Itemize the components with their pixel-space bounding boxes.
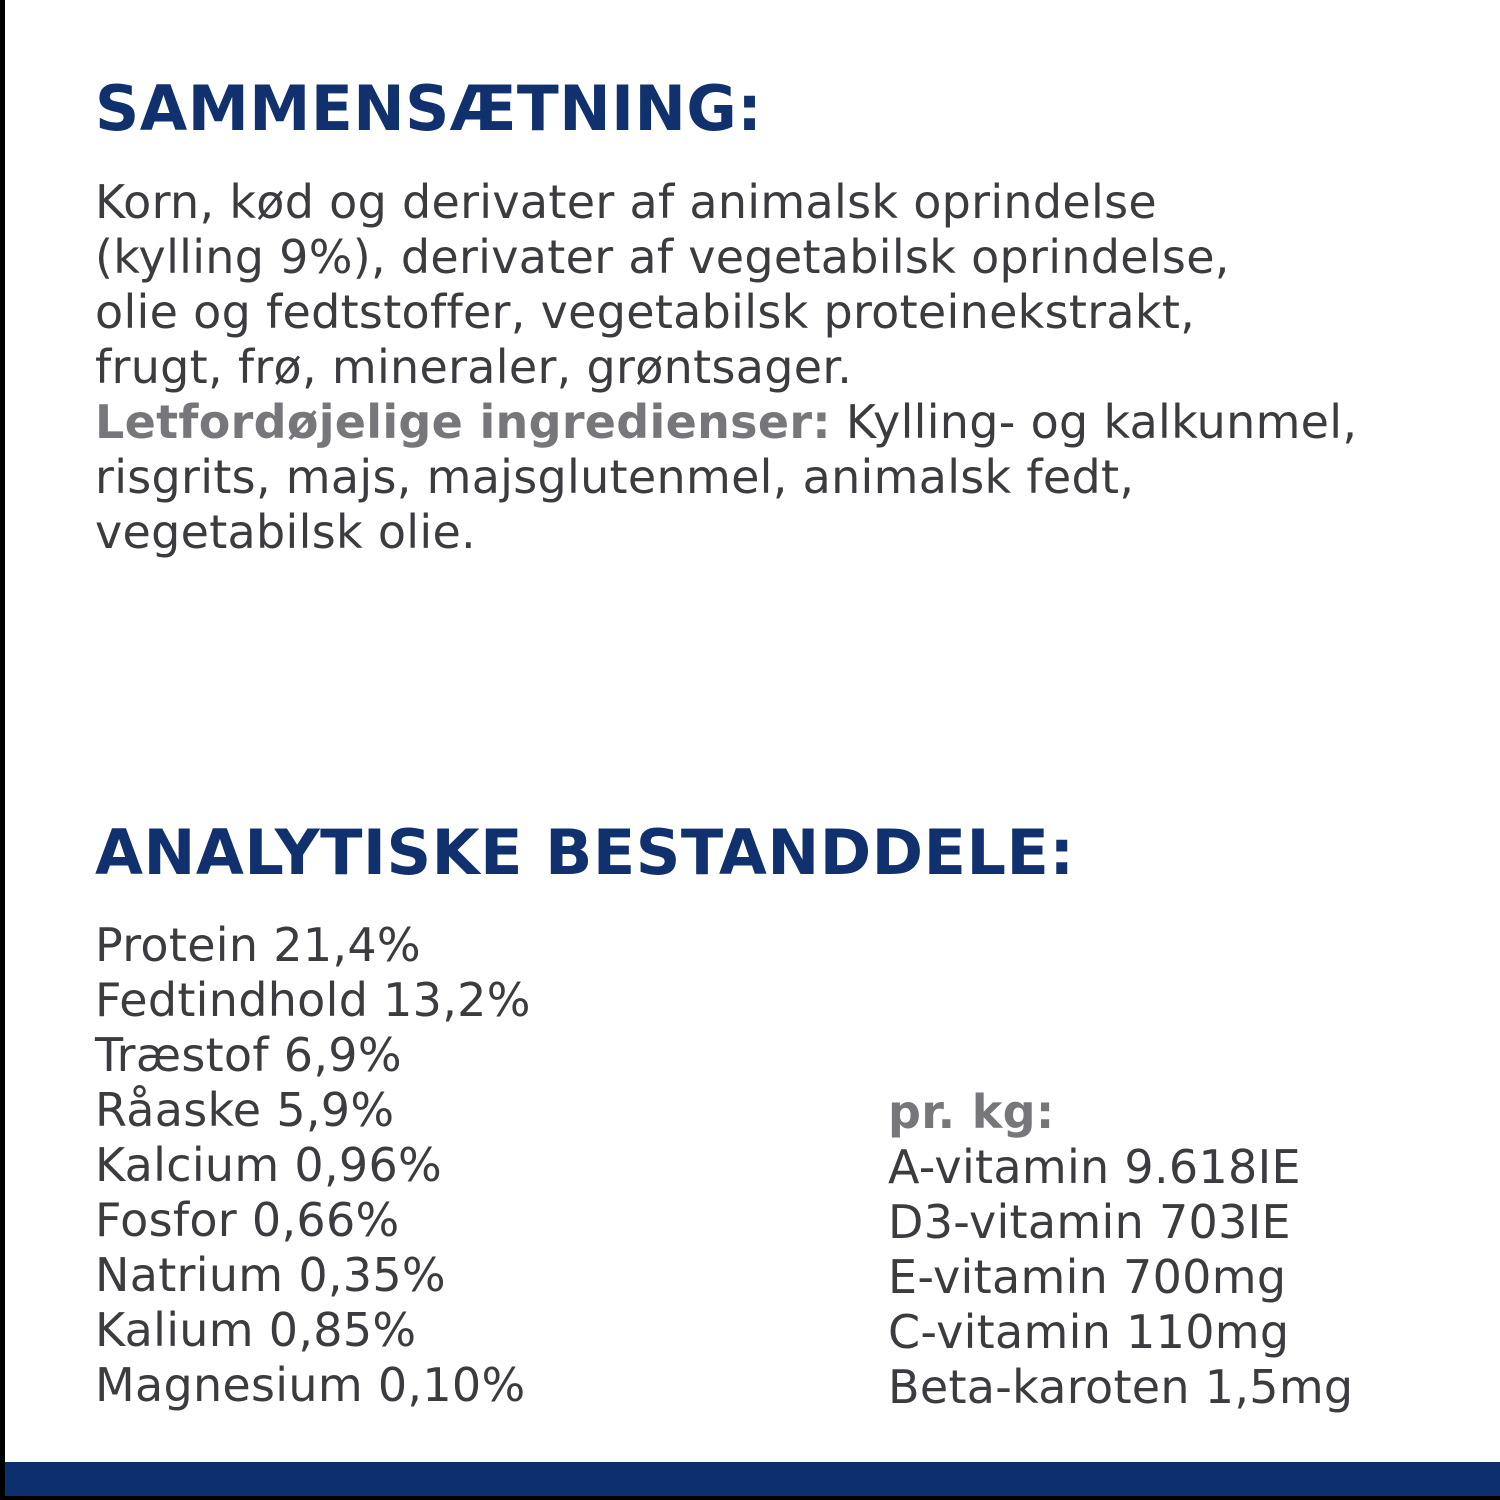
vitamins-per-kg-list <box>888 1085 1353 1415</box>
constituent-item: Natrium 0,35% <box>95 1248 446 1302</box>
constituent-item: Fedtindhold 13,2% <box>95 973 531 1027</box>
constituent-item: Fosfor 0,66% <box>95 1193 400 1247</box>
analytical-constituents-list <box>95 918 531 1413</box>
constituent-item: Råaske 5,9% <box>95 1083 395 1137</box>
constituent-item: Protein 21,4% <box>95 918 421 972</box>
digestible-ingredients-label: Letfordøjelige ingredienser: <box>95 395 831 449</box>
vitamin-item: E-vitamin 700mg <box>888 1250 1287 1304</box>
composition-line: olie og fedtstoffer, vegetabilsk proteinekstrakt, <box>95 285 1196 339</box>
vitamin-item: D3-vitamin 703IE <box>888 1195 1291 1249</box>
composition-line: Korn, kød og derivater af animalsk oprindelse <box>95 175 1157 229</box>
constituent-item: Træstof 6,9% <box>95 1028 402 1082</box>
composition-text <box>95 175 1357 560</box>
vitamin-item: A-vitamin 9.618IE <box>888 1140 1301 1194</box>
digestible-ingredients-line: vegetabilsk olie. <box>95 505 476 559</box>
composition-heading: SAMMENSÆTNING: <box>95 72 763 145</box>
vitamin-item: Beta-karoten 1,5mg <box>888 1360 1354 1414</box>
analytical-heading: ANALYTISKE BESTANDDELE: <box>95 816 1075 889</box>
composition-line: frugt, frø, mineraler, grøntsager. <box>95 340 853 394</box>
footer-bar <box>5 1462 1500 1496</box>
constituent-item: Magnesium 0,10% <box>95 1358 526 1412</box>
constituent-item: Kalcium 0,96% <box>95 1138 443 1192</box>
vitamin-item: C-vitamin 110mg <box>888 1305 1290 1359</box>
digestible-ingredients-line <box>95 395 1357 450</box>
per-kg-label: pr. kg: <box>888 1085 1055 1139</box>
constituent-item: Kalium 0,85% <box>95 1303 417 1357</box>
digestible-ingredients-line: risgrits, majs, majsglutenmel, animalsk fedt, <box>95 450 1135 504</box>
ingredient-label-page <box>5 0 1500 1496</box>
composition-line: (kylling 9%), derivater af vegetabilsk oprindelse, <box>95 230 1230 284</box>
digestible-ingredients-text: Kylling- og kalkunmel, <box>831 395 1358 449</box>
